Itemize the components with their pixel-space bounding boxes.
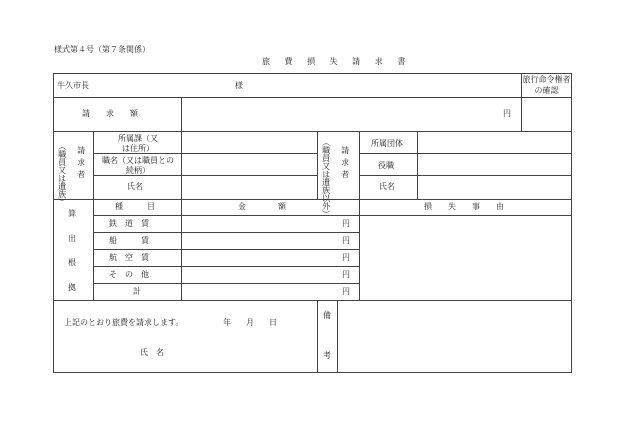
yen-ship: 円 [342, 236, 350, 245]
amount-air-field[interactable] [182, 250, 337, 266]
dept-field[interactable] [182, 132, 317, 153]
org-label: 所属団体 [371, 139, 403, 148]
confirm-field[interactable] [522, 98, 571, 131]
name-field[interactable] [182, 176, 317, 199]
honorific: 様 [235, 81, 243, 90]
claim-amount-field[interactable] [182, 100, 521, 130]
claim-amount-label: 請 求 額 [82, 109, 138, 118]
sign-name-label: 氏 名 [140, 348, 164, 357]
role-label: 役職 [378, 161, 394, 170]
post-field[interactable] [182, 154, 317, 175]
date-day: 日 [269, 318, 277, 327]
name2-field[interactable] [418, 176, 571, 199]
row-railway: 鉄 道 賃 [109, 219, 149, 228]
col-reason-header: 損 失 事 由 [424, 202, 504, 211]
post-label: 職名（又は職員との続柄） [102, 156, 174, 175]
amount-other-field[interactable] [182, 267, 337, 283]
yen-air: 円 [342, 253, 350, 262]
dept-label: 所属課（又は住所） [118, 134, 158, 153]
sign-name-field[interactable] [170, 342, 310, 362]
row-other: そ の 他 [109, 270, 149, 279]
declaration: 上記のとおり旅費を請求します。 [64, 318, 184, 327]
claim-amount-yen: 円 [503, 109, 511, 118]
yen-total: 円 [342, 287, 350, 296]
role-field[interactable] [418, 154, 571, 175]
row-ship: 船 賃 [109, 236, 149, 245]
name-label: 氏名 [127, 182, 143, 191]
org-field[interactable] [418, 132, 571, 153]
remarks-field[interactable] [338, 301, 571, 372]
row-total: 計 [133, 287, 141, 296]
amount-ship-field[interactable] [182, 233, 337, 249]
confirm-header: 旅行命令権者の確認 [522, 75, 571, 95]
addressee: 牛久市長 [57, 81, 89, 90]
name2-label: 氏名 [379, 182, 395, 191]
form-title: 旅 費 損 失 請 求 書 [262, 57, 412, 66]
loss-reason-field[interactable] [360, 216, 571, 300]
date-month: 月 [246, 318, 254, 327]
page: 様式第４号（第７条関係） 旅 費 損 失 請 求 書 牛久市長 様 旅行命令権者の確認 請 求 額 円 請求者 （職員又は遺族） 所属課（又は住所） 職名（又は職員との続柄） 氏名 請求者 （職員又は遺族以外） 所属団体 役職 氏名 算 出 根 拠 種 目 金 額 損 失 事 由 鉄 道 賃 船 賃 航 空 賃 そ の 他 計 円 円 円 円 円 上記のとおり旅費を請求します。 年 月 日 氏 名 備 考 [0, 0, 630, 439]
date-year: 年 [223, 318, 231, 327]
yen-railway: 円 [342, 219, 350, 228]
col-type-header: 種 目 [115, 202, 155, 211]
amount-total-field[interactable] [182, 284, 337, 300]
row-air: 航 空 賃 [109, 253, 149, 262]
amount-railway-field[interactable] [182, 216, 337, 232]
yen-other: 円 [342, 270, 350, 279]
form-number: 様式第４号（第７条関係） [54, 45, 150, 54]
col-amount-header: 金 額 [238, 202, 286, 211]
